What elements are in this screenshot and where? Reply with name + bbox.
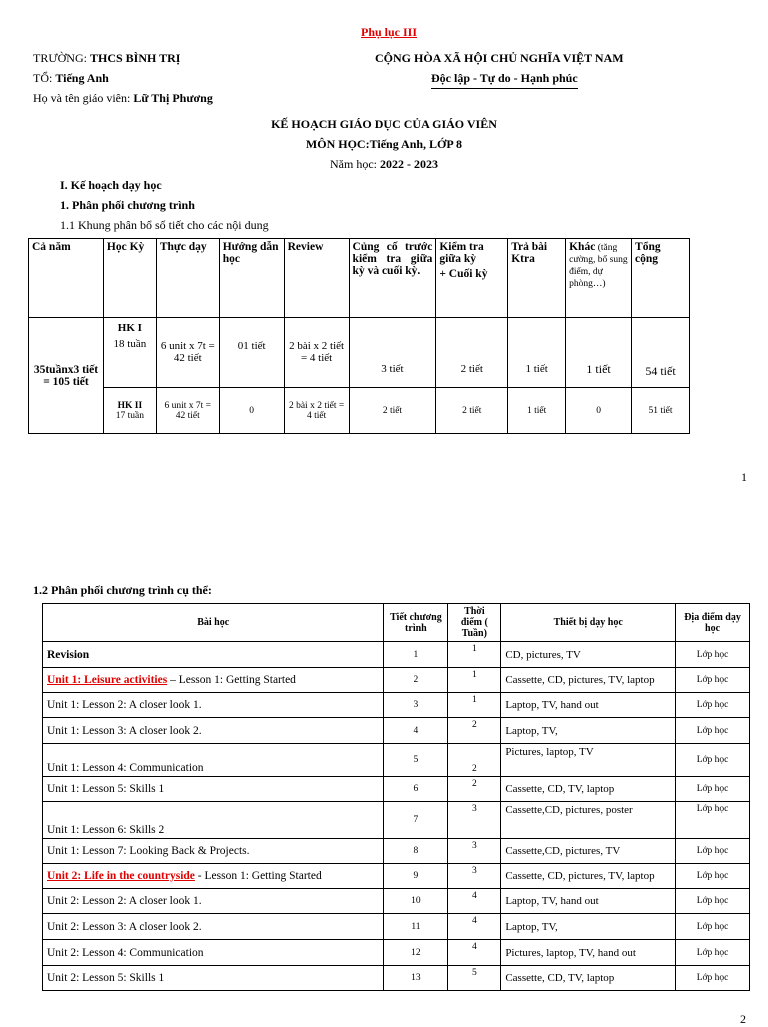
location-cell: Lớp học <box>676 693 750 718</box>
col-cung-co: Củng cố trước kiểm tra giữa kỳ và cuối kỳ. <box>349 239 436 318</box>
lesson-text: Unit 2: Lesson 2: A closer look 1. <box>47 895 202 907</box>
week-cell: 1 <box>448 693 501 718</box>
hk1-thuc-day: 6 unit x 7t = 42 tiết <box>156 318 219 388</box>
table-row <box>43 864 750 889</box>
week-cell: 3 <box>448 839 501 864</box>
lesson-title: Revision <box>47 648 90 661</box>
week-cell: 1 <box>448 668 501 693</box>
lesson-cell <box>43 940 384 966</box>
hk1-cung-co: 3 tiết <box>349 318 436 388</box>
period-cell: 1 <box>384 642 448 668</box>
lesson-text: Unit 2: Lesson 4: Communication <box>47 946 204 959</box>
col-kiem-tra: Kiểm tra giữa kỳ + Cuối kỳ <box>436 239 508 318</box>
period-cell: 4 <box>384 718 448 744</box>
table-row <box>43 642 750 668</box>
table-row <box>43 777 750 802</box>
location-cell: Lớp học <box>676 744 750 777</box>
week-cell: 4 <box>448 914 501 940</box>
section-1-heading: I. Kế hoạch dạy học <box>60 178 162 192</box>
col-khac: Khác (tăng cường, bổ sung điểm, dự phòng…) <box>566 239 632 318</box>
lesson-cell <box>43 668 384 693</box>
equipment-cell: Pictures, laptop, TV, hand out <box>501 940 676 966</box>
table-header-row <box>29 239 690 318</box>
table-row <box>43 718 750 744</box>
location-cell: Lớp học <box>676 777 750 802</box>
school-line: TRƯỜNG: THCS BÌNH TRỊ <box>33 51 181 65</box>
lesson-table <box>42 603 750 991</box>
motto: Độc lập - Tự do - Hạnh phúc <box>431 71 578 89</box>
week-cell: 3 <box>448 802 501 839</box>
location-cell: Lớp học <box>676 668 750 693</box>
col-thiet-bi: Thiết bị dạy học <box>501 604 676 642</box>
week-cell: 4 <box>448 940 501 966</box>
page-number-2: 2 <box>740 1012 746 1026</box>
week-cell: 4 <box>448 889 501 914</box>
section-1-1-heading: 1. Phân phối chương trình <box>60 198 195 212</box>
unit-link[interactable]: Unit 1: Leisure activities <box>47 674 168 686</box>
lesson-cell <box>43 777 384 802</box>
week-cell: 2 <box>448 744 501 777</box>
group-line: TỔ: Tiếng Anh <box>33 71 109 85</box>
lesson-text: Unit 1: Lesson 2: A closer look 1. <box>47 699 202 711</box>
col-thuc-day: Thực dạy <box>156 239 219 318</box>
week-cell: 3 <box>448 864 501 889</box>
period-cell: 10 <box>384 889 448 914</box>
col-hoc-ky: Học Kỳ <box>103 239 156 318</box>
location-cell: Lớp học <box>676 802 750 839</box>
table-row <box>43 839 750 864</box>
equipment-cell: Laptop, TV, hand out <box>501 693 676 718</box>
lesson-cell <box>43 642 384 668</box>
hk2-term: HK II 17 tuần <box>103 388 156 434</box>
week-cell: 1 <box>448 642 501 668</box>
table-row-hk2 <box>29 388 690 434</box>
lesson-cell <box>43 914 384 940</box>
page-number-1: 1 <box>741 470 747 484</box>
allocation-table <box>28 238 690 434</box>
hk2-khac: 0 <box>566 388 632 434</box>
col-tiet: Tiết chương trình <box>384 604 448 642</box>
week-cell: 2 <box>448 777 501 802</box>
table-row <box>43 744 750 777</box>
location-cell: Lớp học <box>676 839 750 864</box>
col-dia-diem: Địa điểm dạy học <box>676 604 750 642</box>
col-tong: Tổng cộng <box>632 239 690 318</box>
hk1-tong: 54 tiết <box>632 318 690 388</box>
hk2-thuc-day: 6 unit x 7t = 42 tiết <box>156 388 219 434</box>
lesson-text: – Lesson 1: Getting Started <box>167 674 296 686</box>
col-huong-dan: Hướng dẫn học <box>219 239 284 318</box>
lesson-cell <box>43 889 384 914</box>
period-cell: 6 <box>384 777 448 802</box>
hk2-tong: 51 tiết <box>632 388 690 434</box>
lesson-cell <box>43 718 384 744</box>
hk1-kiem-tra: 2 tiết <box>436 318 508 388</box>
table-row <box>43 802 750 839</box>
ca-nam-value: 35tuầnx3 tiết = 105 tiết <box>29 318 104 434</box>
equipment-cell: Cassette, CD, pictures, TV, laptop <box>501 864 676 889</box>
equipment-cell: Pictures, laptop, TV <box>501 744 676 777</box>
table-row <box>43 940 750 966</box>
lesson-text: - Lesson 1: Getting Started <box>194 870 322 882</box>
subject-line: MÔN HỌC:Tiếng Anh, LỚP 8 <box>305 137 463 151</box>
section-1-1-1-heading: 1.1 Khung phân bổ số tiết cho các nội dung <box>60 218 269 232</box>
lesson-cell <box>43 744 384 777</box>
hk1-tra-bai: 1 tiết <box>508 318 566 388</box>
equipment-cell: Laptop, TV, <box>501 914 676 940</box>
equipment-cell: Cassette, CD, TV, laptop <box>501 777 676 802</box>
location-cell: Lớp học <box>676 914 750 940</box>
location-cell: Lớp học <box>676 889 750 914</box>
hk2-tra-bai: 1 tiết <box>508 388 566 434</box>
week-cell: 5 <box>448 966 501 991</box>
period-cell: 12 <box>384 940 448 966</box>
appendix-title: Phụ lục III <box>361 25 418 39</box>
hk2-cung-co: 2 tiết <box>349 388 436 434</box>
period-cell: 7 <box>384 802 448 839</box>
col-ca-nam: Cả năm <box>29 239 104 318</box>
plan-title: KẾ HOẠCH GIÁO DỤC CỦA GIÁO VIÊN <box>271 117 497 131</box>
table-row <box>43 889 750 914</box>
equipment-cell: CD, pictures, TV <box>501 642 676 668</box>
period-cell: 13 <box>384 966 448 991</box>
nation-heading: CỘNG HÒA XÃ HỘI CHỦ NGHĨA VIỆT NAM <box>375 51 624 65</box>
location-cell: Lớp học <box>676 718 750 744</box>
lesson-text: Unit 2: Lesson 3: A closer look 2. <box>47 920 202 933</box>
lesson-cell <box>43 693 384 718</box>
equipment-cell: Cassette,CD, pictures, poster <box>501 802 676 839</box>
location-cell: Lớp học <box>676 966 750 991</box>
lesson-text: Unit 1: Lesson 7: Looking Back & Projects. <box>47 845 250 857</box>
lesson-header-row <box>43 604 750 642</box>
equipment-cell: Cassette, CD, pictures, TV, laptop <box>501 668 676 693</box>
lesson-cell <box>43 966 384 991</box>
equipment-cell: Laptop, TV, <box>501 718 676 744</box>
hk2-review: 2 bài x 2 tiết = 4 tiết <box>284 388 349 434</box>
hk1-review: 2 bài x 2 tiết = 4 tiết <box>284 318 349 388</box>
teacher-line: Họ và tên giáo viên: Lữ Thị Phương <box>33 91 213 105</box>
period-cell: 2 <box>384 668 448 693</box>
location-cell: Lớp học <box>676 940 750 966</box>
lesson-text: Unit 1: Lesson 4: Communication <box>47 762 204 774</box>
equipment-cell: Cassette, CD, TV, laptop <box>501 966 676 991</box>
col-tra-bai: Trả bài Ktra <box>508 239 566 318</box>
lesson-text: Unit 1: Lesson 5: Skills 1 <box>47 783 165 795</box>
hk1-term: HK I 18 tuần <box>103 318 156 388</box>
table-row <box>43 693 750 718</box>
hk1-khac: 1 tiết <box>566 318 632 388</box>
week-cell: 2 <box>448 718 501 744</box>
section-1-2-heading: 1.2 Phân phối chương trình cụ thể: <box>33 583 212 597</box>
col-review: Review <box>284 239 349 318</box>
table-row <box>43 966 750 991</box>
hk2-huong-dan: 0 <box>219 388 284 434</box>
col-thoi-diem: Thời điểm ( Tuần) <box>448 604 501 642</box>
lesson-text: Unit 1: Lesson 6: Skills 2 <box>47 824 165 836</box>
hk2-kiem-tra: 2 tiết <box>436 388 508 434</box>
table-row-hk1 <box>29 318 690 388</box>
period-cell: 5 <box>384 744 448 777</box>
lesson-cell <box>43 864 384 889</box>
period-cell: 3 <box>384 693 448 718</box>
lesson-cell <box>43 839 384 864</box>
lesson-text: Unit 1: Lesson 3: A closer look 2. <box>47 724 202 737</box>
lesson-text: Unit 2: Lesson 5: Skills 1 <box>47 972 165 984</box>
unit-link[interactable]: Unit 2: Life in the countryside <box>47 870 195 882</box>
table-row <box>43 914 750 940</box>
period-cell: 9 <box>384 864 448 889</box>
location-cell: Lớp học <box>676 642 750 668</box>
school-year: Năm học: 2022 - 2023 <box>330 157 438 171</box>
period-cell: 8 <box>384 839 448 864</box>
lesson-table-body <box>43 642 750 991</box>
lesson-cell <box>43 802 384 839</box>
hk1-huong-dan: 01 tiết <box>219 318 284 388</box>
period-cell: 11 <box>384 914 448 940</box>
equipment-cell: Laptop, TV, hand out <box>501 889 676 914</box>
col-bai-hoc: Bài học <box>43 604 384 642</box>
location-cell: Lớp học <box>676 864 750 889</box>
table-row <box>43 668 750 693</box>
equipment-cell: Cassette,CD, pictures, TV <box>501 839 676 864</box>
